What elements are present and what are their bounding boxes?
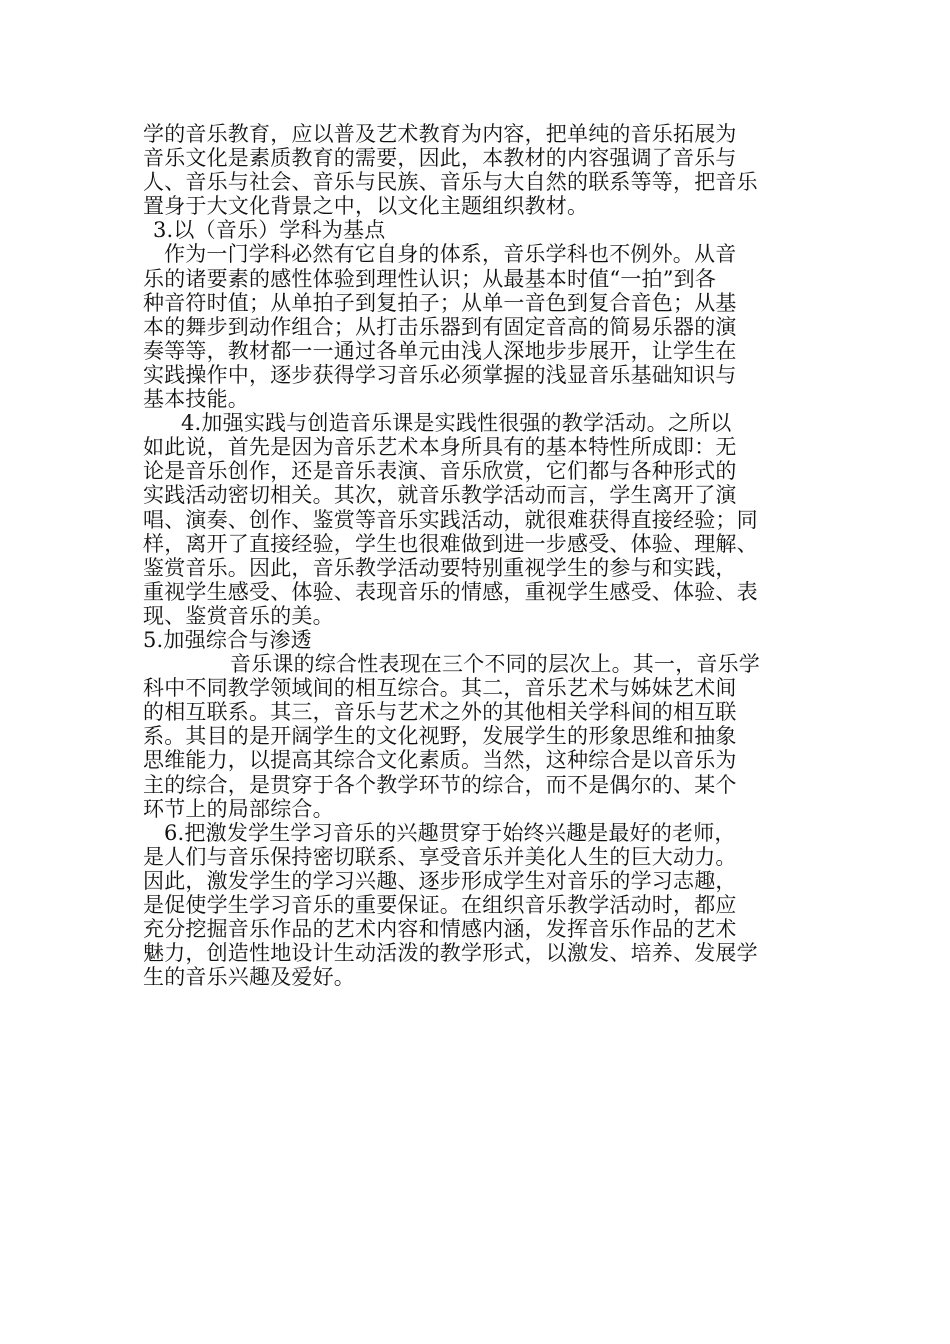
text-line: 如此说，首先是因为音乐艺术本身所具有的基本特性所成即：无 <box>143 435 737 460</box>
text-line: 充分挖掘音乐作品的艺术内容和情感内涵，发挥音乐作品的艺术 <box>143 917 737 942</box>
text-line: 学的音乐教育，应以普及艺术教育为内容，把单纯的音乐拓展为 <box>143 122 737 146</box>
body-text <box>143 122 811 989</box>
text-line: 科中不同教学领域间的相互综合。其二，音乐艺术与姊妹艺术间 <box>143 676 737 701</box>
text-line: 思维能力，以提高其综合文化素质。当然，这种综合是以音乐为 <box>143 748 737 773</box>
text-line: 生的音乐兴趣及爱好。 <box>143 965 355 990</box>
text-line: 种音符时值；从单拍子到复拍子；从单一音色到复合音色；从基 <box>143 290 737 315</box>
text-line: 现、鉴赏音乐的美。 <box>143 603 334 628</box>
section-heading-5: 5.加强综合与渗透 <box>143 627 312 652</box>
section-heading-3: 3.以（音乐）学科为基点 <box>153 218 386 243</box>
text-line: 是人们与音乐保持密切联系、享受音乐并美化人生的巨大动力。 <box>143 844 737 869</box>
text-line: 系。其目的是开阔学生的文化视野，发展学生的形象思维和抽象 <box>143 724 737 749</box>
text-line: 作为一门学科必然有它自身的体系，音乐学科也不例外。从音 <box>164 242 737 267</box>
text-line: 论是音乐创作，还是音乐表演、音乐欣赏，它们都与各种形式的 <box>143 459 737 484</box>
text-line: 主的综合，是贯穿于各个教学环节的综合，而不是偶尔的、某个 <box>143 772 737 797</box>
text-line: 是促使学生学习音乐的重要保证。在组织音乐教学活动时，都应 <box>143 893 737 917</box>
text-line: 基本技能。 <box>143 387 249 412</box>
section-heading-4: 4.加强实践与创造音乐课是实践性很强的教学活动。之所以 <box>181 411 732 436</box>
text-line: 本的舞步到动作组合；从打击乐器到有固定音高的简易乐器的演 <box>143 314 737 339</box>
text-line: 样，离开了直接经验，学生也很难做到进一步感受、体验、理解、 <box>143 531 758 556</box>
text-line: 鉴赏音乐。因此，音乐教学活动要特别重视学生的参与和实践， <box>143 555 737 580</box>
text-line: 音乐课的综合性表现在三个不同的层次上。其一，音乐学 <box>230 652 760 677</box>
text-line: 因此，激发学生的学习兴趣、逐步形成学生对音乐的学习志趣， <box>143 868 737 893</box>
text-line: 实践操作中，逐步获得学习音乐必须掌握的浅显音乐基础知识与 <box>143 362 737 387</box>
text-line: 的相互联系。其三，音乐与艺术之外的其他相关学科间的相互联 <box>143 700 737 725</box>
text-line: 置身于大文化背景之中，以文化主题组织教材。 <box>143 194 589 219</box>
text-line: 环节上的局部综合。 <box>143 796 334 821</box>
text-line: 人、音乐与社会、音乐与民族、音乐与大自然的联系等等，把音乐 <box>143 170 758 195</box>
text-line: 魅力，创造性地设计生动活泼的教学形式，以激发、培养、发展学 <box>143 941 758 966</box>
text-line: 唱、演奏、创作、鉴赏等音乐实践活动，就很难获得直接经验；同 <box>143 507 758 532</box>
text-line: 乐的诸要素的感性体验到理性认识；从最基本时值“一拍”到各 <box>143 266 717 291</box>
text-line: 奏等等，教材都一一通过各单元由浅人深地步步展开，让学生在 <box>143 338 737 363</box>
text-line: 实践活动密切相关。其次，就音乐教学活动而言，学生离开了演 <box>143 483 737 508</box>
text-line: 重视学生感受、体验、表现音乐的情感，重视学生感受、体验、表 <box>143 579 758 604</box>
section-heading-6: 6.把激发学生学习音乐的兴趣贯穿于始终兴趣是最好的老师， <box>164 820 736 845</box>
text-line: 音乐文化是素质教育的需要，因此，本教材的内容强调了音乐与 <box>143 146 737 171</box>
